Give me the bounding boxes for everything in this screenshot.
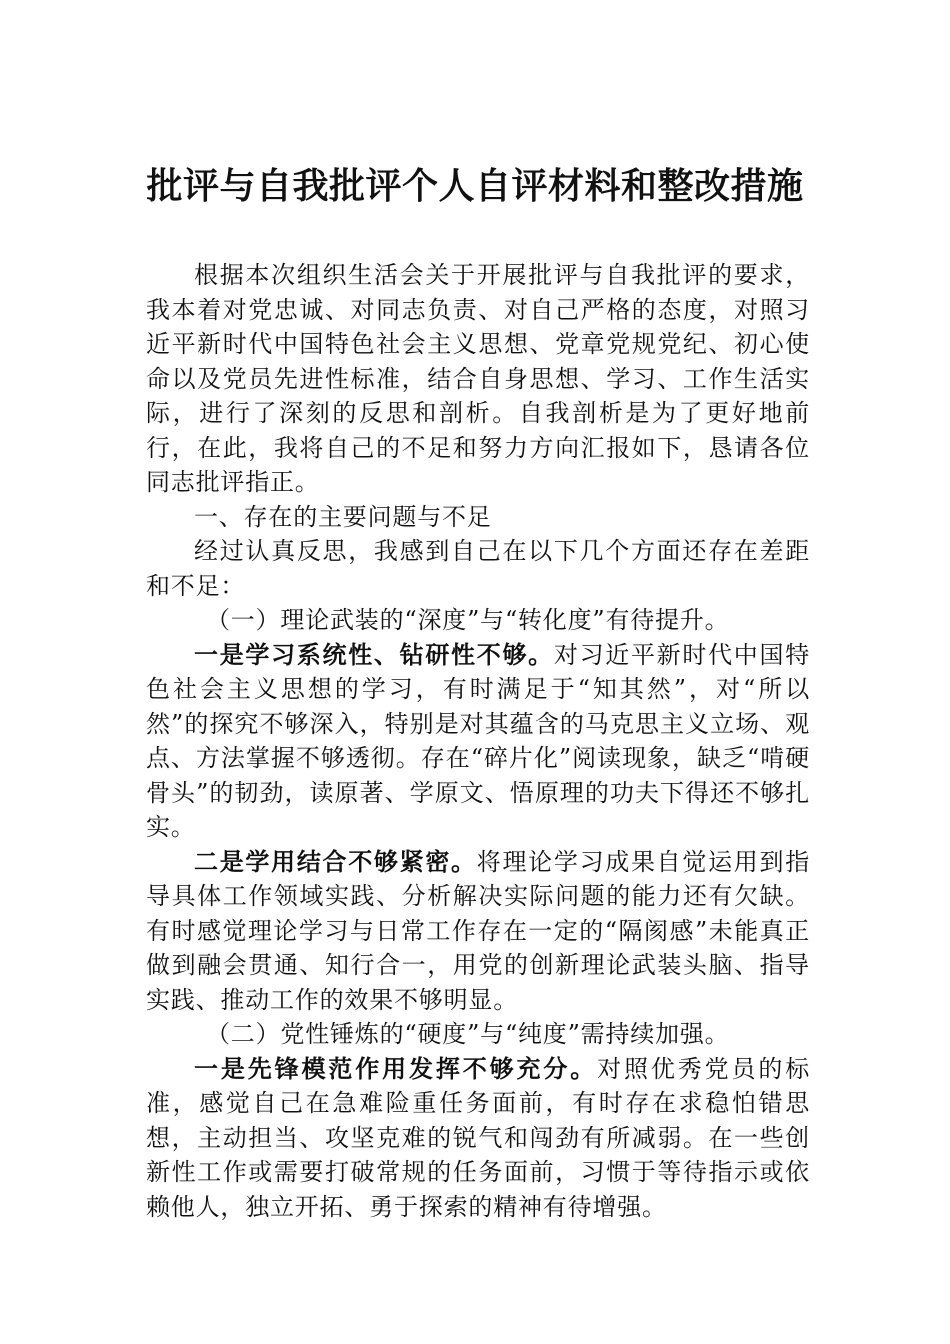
problem-lead: 一是学习系统性、钻研性不够。 — [194, 639, 554, 669]
problem-paragraph — [146, 1052, 810, 1225]
problem-text: 对习近平新时代中国特色社会主义思想的学习，有时满足于“知其然”，对“所以然”的探究不够深入，特别是对其蕴含的马克思主义立场、观点、方法掌握不够透彻。存在“碎片化”阅读现象，缺乏“啃硬骨头”的韧劲，读原著、学原文、悟原理的功夫下得还不够扎实。 — [146, 640, 810, 841]
document-body — [146, 258, 810, 1224]
problem-lead: 二是学用结合不够紧密。 — [194, 846, 477, 876]
section-lead-paragraph: 经过认真反思，我感到自己在以下几个方面还存在差距和不足： — [146, 537, 810, 600]
subsection-heading: （一）理论武装的“深度”与“转化度”有待提升。 — [206, 606, 730, 634]
problem-text: 将理论学习成果自觉运用到指导具体工作领域实践、分析解决实际问题的能力还有欠缺。有时感觉理论学习与日常工作存在一定的“隔阂感”未能真正做到融会贯通、知行合一，用党的创新理论武装头脑、指导实践、推动工作的效果不够明显。 — [146, 847, 810, 1014]
subsection-heading: （二）党性锤炼的“硬度”与“纯度”需持续加强。 — [206, 1020, 730, 1048]
intro-paragraph: 根据本次组织生活会关于开展批评与自我批评的要求，我本着对党忠诚、对同志负责、对自己严格的态度，对照习近平新时代中国特色社会主义思想、党章党规党纪、初心使命以及党员先进性标准，结合自身思想、学习、工作生活实际，进行了深刻的反思和剖析。自我剖析是为了更好地前行，在此，我将自己的不足和努力方向汇报如下，恳请各位同志批评指正。 — [146, 261, 810, 496]
problem-paragraph — [146, 638, 810, 845]
problem-paragraph — [146, 845, 810, 1018]
problem-lead: 一是先锋模范作用发挥不够充分。 — [194, 1053, 598, 1083]
document-title: 批评与自我批评个人自评材料和整改措施 — [146, 165, 804, 207]
problem-text: 对照优秀党员的标准，感觉自己在急难险重任务面前，有时存在求稳怕错思想，主动担当、攻坚克难的锐气和闯劲有所减弱。在一些创新性工作或需要打破常规的任务面前，习惯于等待指示或依赖他人，独立开拓、勇于探索的精神有待增强。 — [146, 1054, 811, 1221]
section-heading: 一、存在的主要问题与不足 — [194, 502, 492, 531]
